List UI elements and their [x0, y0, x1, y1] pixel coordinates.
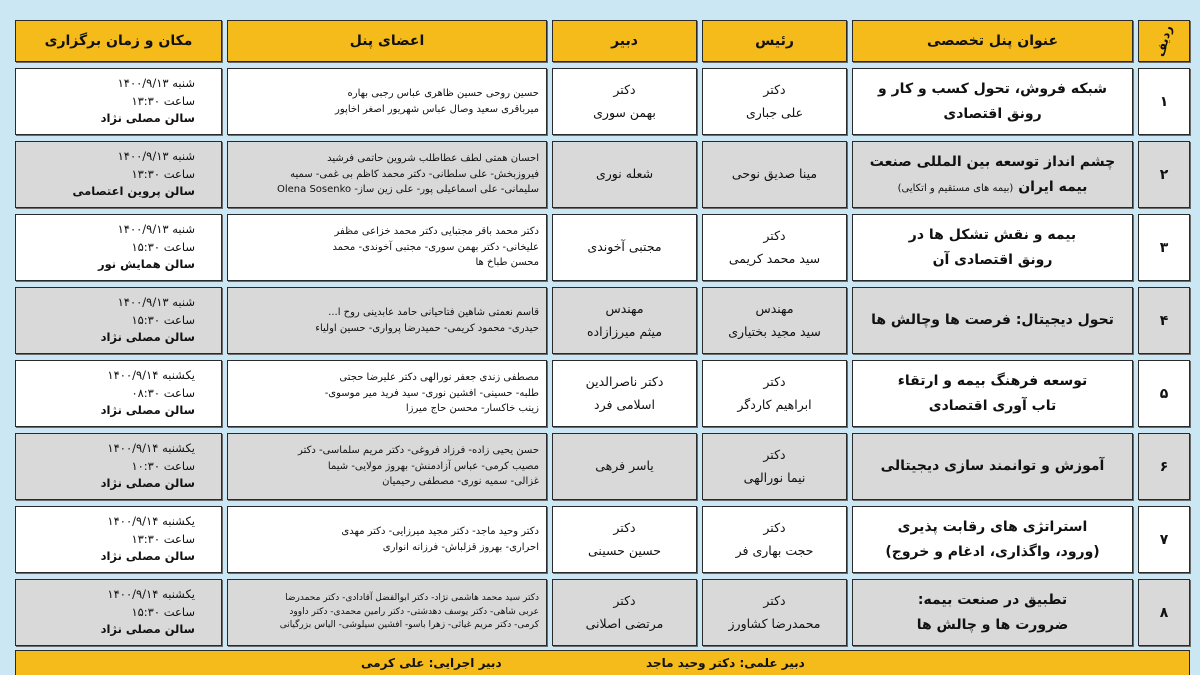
- panel-title-cell: [852, 433, 1133, 500]
- panel-place-time-line: [24, 148, 195, 166]
- header-place-time: [15, 20, 222, 62]
- panel-chair-line: [732, 163, 817, 186]
- panel-title-line: [918, 588, 1067, 613]
- panel-members-line: [235, 321, 539, 337]
- panel-title-text: رونق اقتصادی آن: [932, 251, 1053, 268]
- row-number-cell: [1138, 287, 1190, 354]
- panel-secretary-line: [596, 163, 653, 186]
- panel-chair-line: [763, 371, 785, 394]
- panel-place-time-cell: [15, 287, 222, 354]
- panel-place-time-cell: [15, 214, 222, 281]
- panel-place-time-text: شنبه ۱۴۰۰/۹/۱۳: [117, 221, 195, 236]
- panel-title-line: [870, 150, 1115, 175]
- header-secretary-text: دبیر: [611, 33, 638, 49]
- panel-place-time-line: [24, 402, 195, 420]
- row-number: ۱: [1159, 93, 1169, 110]
- header-secretary: [552, 20, 697, 62]
- panel-place-time-text: ساعت ۱۵:۳۰: [131, 312, 195, 327]
- panel-secretary-text: بهمن سوری: [593, 104, 656, 120]
- panel-chair-cell: [702, 579, 847, 646]
- panel-chair-text: محمدرضا کشاورز: [728, 615, 821, 631]
- panel-secretary-text: دکتر: [613, 82, 636, 97]
- panel-members-text: قاسم نعمتی شاهین فتاحیانی حامد عابدینی روح ا...: [328, 307, 539, 318]
- panel-chair-text: دکتر: [763, 374, 786, 389]
- header-chair: [702, 20, 847, 62]
- header-place-time-text: مکان و زمان برگزاری: [44, 33, 193, 49]
- panel-members-cell: [227, 214, 547, 281]
- panel-place-time-cell: [15, 141, 222, 208]
- panel-secretary-line: [587, 236, 661, 259]
- panel-secretary-cell: [552, 68, 697, 135]
- panel-secretary-text: دکتر: [613, 593, 636, 608]
- panel-chair-line: [744, 467, 806, 490]
- header-title: [852, 20, 1133, 62]
- footer-bar: [15, 650, 1190, 675]
- panel-chair-cell: [702, 214, 847, 281]
- panel-title-text: (ورود، واگذاری، ادغام و خروج): [885, 543, 1100, 560]
- row-number-cell: [1138, 68, 1190, 135]
- panel-members-cell: [227, 360, 547, 427]
- panel-secretary-line: [595, 455, 654, 478]
- panel-members-line: [235, 86, 539, 102]
- panel-chair-cell: [702, 287, 847, 354]
- panel-members-text: فیروزبخش- علی سلطانی- دکتر محمد کاظم بی غمی- سمیه: [290, 168, 539, 180]
- header-members: [227, 20, 547, 62]
- panel-members-line: [235, 474, 539, 490]
- row-number-cell: [1138, 579, 1190, 646]
- executive-secretary: دبیر اجرایی: علی کرمی: [361, 656, 502, 670]
- panel-members-text: دکتر وحید ماجد- دکتر مجید میرزایی- دکتر مهدی: [341, 526, 539, 537]
- panel-chair-cell: [702, 433, 847, 500]
- panel-title-text: ضرورت ها و چالش ها: [916, 616, 1069, 633]
- panel-chair-text: سید مجید بختیاری: [728, 323, 821, 339]
- panel-place-time-text: سالن مصلی نژاد: [100, 476, 195, 491]
- panel-secretary-line: [587, 321, 662, 344]
- panel-place-time-cell: [15, 579, 222, 646]
- panel-place-time-cell: [15, 433, 222, 500]
- panel-chair-text: دکتر: [763, 520, 786, 535]
- row-number: ۵: [1159, 385, 1169, 402]
- panel-members-text: میرباقری سعید وصال عباس شهریور اصغر اخاپور: [335, 103, 539, 115]
- header-chair-text: رئیس: [755, 33, 794, 49]
- row-number-cell: [1138, 506, 1190, 573]
- panel-place-time-line: [24, 475, 195, 493]
- panel-secretary-text: مجتبی آخوندی: [587, 239, 662, 255]
- panel-title-text: شبکه فروش، تحول کسب و کار و: [878, 81, 1107, 97]
- panel-chair-text: مهندس: [755, 301, 794, 316]
- panel-title-cell: [852, 141, 1133, 208]
- panel-title-text: چشم انداز توسعه بین المللی صنعت: [869, 154, 1116, 170]
- panel-title-line: [917, 613, 1069, 638]
- panel-members-text: کرمی- دکتر مریم غیاثی- زهرا باسو- افشین سیلوشی- الیاس بزرگیانی: [279, 620, 539, 631]
- panel-place-time-text: سالن مصلی نژاد: [100, 111, 195, 126]
- panel-chair-line: [746, 102, 803, 125]
- panel-chair-text: علی جباری: [745, 104, 804, 120]
- panel-secretary-cell: [552, 433, 697, 500]
- panel-title-line: [933, 248, 1053, 273]
- panel-place-time-line: [24, 548, 195, 566]
- panel-members-cell: [227, 287, 547, 354]
- panel-members-cell: [227, 579, 547, 646]
- panel-secretary-text: اسلامی فرد: [594, 396, 655, 412]
- panel-place-time-text: سالن مصلی نژاد: [100, 622, 195, 637]
- panel-chair-line: [736, 540, 814, 563]
- panel-place-time-line: [24, 183, 195, 201]
- panel-members-line: [235, 255, 539, 271]
- panel-members-line: [235, 240, 539, 256]
- panel-members-line: [235, 524, 539, 540]
- row-number-cell: [1138, 360, 1190, 427]
- row-number-cell: [1138, 141, 1190, 208]
- panel-chair-text: حجت بهاری فر: [735, 542, 814, 558]
- panel-chair-cell: [702, 360, 847, 427]
- panel-members-text: عربی شاهی- دکتر یوسف دهدشتی- دکتر رامین محمدی- دکتر داوود: [289, 606, 539, 617]
- panel-members-cell: [227, 141, 547, 208]
- panel-title-text: استراتژی های رقابت پذیری: [897, 519, 1088, 535]
- panel-place-time-line: [24, 312, 195, 330]
- panel-members-line: [235, 151, 539, 167]
- panel-members-line: [235, 459, 539, 475]
- panel-title-line: [898, 515, 1088, 540]
- panel-members-line: [235, 606, 539, 620]
- panel-title-cell: [852, 287, 1133, 354]
- panel-members-cell: [227, 506, 547, 573]
- panel-members-text: دکتر محمد باقر مجتبایی دکتر محمد خزاعی مظفر: [334, 226, 539, 238]
- panel-members-line: [235, 401, 539, 417]
- panel-members-text: دکتر سید محمد هاشمی نژاد- دکتر ابوالفضل آقادادی- دکتر محمدرضا: [285, 592, 539, 603]
- panel-secretary-cell: [552, 506, 697, 573]
- panel-members-line: [235, 167, 539, 183]
- panel-members-text: حسین روحی حسین ظاهری عباس رجبی بهاره: [347, 88, 539, 99]
- panel-chair-text: دکتر: [763, 82, 786, 97]
- panel-place-time-line: [24, 531, 195, 549]
- panel-secretary-line: [605, 298, 643, 321]
- panel-chair-text: دکتر: [763, 228, 786, 243]
- panel-title-line: [871, 308, 1114, 333]
- panel-title-text: آموزش و توانمند سازی دیجیتالی: [880, 458, 1105, 475]
- row-number: ۴: [1159, 312, 1169, 329]
- panel-place-time-text: یکشنبه ۱۴۰۰/۹/۱۴: [107, 440, 195, 455]
- panel-chair-cell: [702, 506, 847, 573]
- panel-place-time-line: [24, 221, 195, 239]
- panel-place-time-cell: [15, 360, 222, 427]
- panel-members-line: [235, 540, 539, 556]
- row-number: ۷: [1159, 531, 1169, 548]
- panel-place-time-line: [24, 458, 195, 476]
- panel-secretary-cell: [552, 287, 697, 354]
- panel-place-time-line: [24, 513, 195, 531]
- panel-secretary-text: دکتر: [613, 520, 636, 535]
- panel-title-note: (بیمه های مستقیم و اتکایی): [897, 182, 1014, 194]
- panel-secretary-line: [594, 394, 655, 417]
- row-number-cell: [1138, 214, 1190, 281]
- panel-members-text: غزالی- سمیه نوری- مصطفی رحیمیان: [382, 476, 539, 488]
- panel-place-time-text: سالن همایش نور: [97, 257, 195, 272]
- panel-members-cell: [227, 433, 547, 500]
- panel-title-line: [881, 454, 1105, 479]
- panel-secretary-text: حسین حسینی: [588, 542, 661, 558]
- panel-chair-cell: [702, 141, 847, 208]
- panel-place-time-line: [24, 586, 195, 604]
- panel-place-time-text: ساعت ۱۰:۳۰: [131, 458, 195, 473]
- header-members-text: اعضای پنل: [349, 33, 425, 49]
- panel-chair-line: [737, 394, 811, 417]
- panel-chair-line: [729, 248, 820, 271]
- panel-title-text: تاب آوری اقتصادی: [928, 397, 1057, 414]
- panel-place-time-text: ساعت ۱۳:۳۰: [131, 531, 195, 546]
- panel-members-text: سلیمانی- علی اسماعیلی پور- علی زین ساز- Olena Sosenko: [277, 184, 539, 196]
- panel-members-text: حیدری- محمود کریمی- حمیدرضا پرواری- حسین اولیاء: [315, 322, 539, 334]
- panel-chair-text: مینا صدیق نوحی: [731, 166, 818, 182]
- panel-place-time-line: [24, 385, 195, 403]
- panel-place-time-line: [24, 110, 195, 128]
- panel-chair-text: نیما نورالهی: [743, 469, 806, 485]
- header-row-number-text: ردیف: [1153, 23, 1175, 59]
- panel-members-text: مصیب کرمی- عباس آزادمنش- بهروز مولایی- شیما: [327, 460, 539, 472]
- panel-place-time-line: [24, 329, 195, 347]
- panel-secretary-text: یاسر فرهی: [595, 458, 654, 474]
- panel-secretary-cell: [552, 214, 697, 281]
- row-number: ۳: [1159, 239, 1169, 256]
- panel-secretary-cell: [552, 141, 697, 208]
- panel-members-text: مصطفی زندی جعفر نورالهی دکتر علیرضا حجتی: [339, 372, 539, 384]
- panel-place-time-line: [24, 166, 195, 184]
- panel-members-line: [235, 182, 539, 198]
- panel-place-time-text: سالن پروین اعتصامی: [72, 184, 195, 199]
- panel-chair-text: دکتر: [763, 447, 786, 462]
- panel-place-time-text: یکشنبه ۱۴۰۰/۹/۱۴: [107, 586, 195, 601]
- panels-table: [15, 20, 1190, 646]
- panel-title-text: بیمه و نقش تشکل ها در: [908, 227, 1077, 243]
- panel-chair-line: [728, 321, 821, 344]
- panel-place-time-line: [24, 621, 195, 639]
- panel-secretary-cell: [552, 579, 697, 646]
- panel-secretary-line: [613, 590, 635, 613]
- panel-title-cell: [852, 579, 1133, 646]
- panel-place-time-text: ساعت ۱۳:۳۰: [131, 166, 195, 181]
- panel-secretary-text: مرتضی اصلانی: [585, 615, 664, 631]
- panel-members-text: حسن یحیی زاده- فرزاد فروغی- دکتر مریم سلماسی- دکتر: [298, 445, 539, 457]
- panel-place-time-line: [24, 256, 195, 274]
- panel-place-time-text: شنبه ۱۴۰۰/۹/۱۳: [117, 294, 195, 309]
- panel-title-line: [898, 175, 1088, 200]
- panel-members-text: احراری- بهروز قزلباش- فرزانه انواری: [382, 541, 539, 553]
- panel-title-line: [929, 394, 1056, 419]
- header-title-text: عنوان پنل تخصصی: [926, 33, 1059, 49]
- panel-secretary-cell: [552, 360, 697, 427]
- panel-title-cell: [852, 214, 1133, 281]
- panel-place-time-line: [24, 75, 195, 93]
- row-number-cell: [1138, 433, 1190, 500]
- panel-place-time-text: سالن مصلی نژاد: [100, 330, 195, 345]
- panel-place-time-line: [24, 367, 195, 385]
- panel-title-line: [943, 102, 1041, 127]
- panel-members-line: [235, 592, 539, 606]
- header-row-number: [1138, 20, 1190, 62]
- panel-place-time-cell: [15, 68, 222, 135]
- panel-chair-line: [763, 444, 785, 467]
- panel-chair-line: [763, 225, 785, 248]
- panel-place-time-line: [24, 604, 195, 622]
- panel-members-line: [235, 224, 539, 240]
- panel-members-text: محسن طباخ ها: [475, 257, 539, 269]
- panel-place-time-text: ساعت ۱۵:۳۰: [131, 604, 195, 619]
- panel-place-time-cell: [15, 506, 222, 573]
- panel-place-time-line: [24, 294, 195, 312]
- panel-secretary-line: [593, 102, 656, 125]
- panel-chair-line: [763, 590, 785, 613]
- panel-members-text: زینب خاکسار- محسن حاج میرزا: [405, 403, 539, 415]
- panel-members-line: [235, 370, 539, 386]
- panel-secretary-line: [588, 540, 661, 563]
- panel-place-time-text: سالن مصلی نژاد: [100, 549, 195, 564]
- panel-place-time-text: یکشنبه ۱۴۰۰/۹/۱۴: [107, 513, 195, 528]
- panel-title-line: [898, 369, 1087, 394]
- panel-title-text: تطبیق در صنعت بیمه:: [917, 592, 1068, 608]
- panel-place-time-text: شنبه ۱۴۰۰/۹/۱۳: [117, 75, 195, 90]
- panel-secretary-text: میثم میرزازاده: [586, 323, 663, 339]
- panel-members-line: [235, 619, 539, 633]
- panel-title-line: [878, 77, 1107, 102]
- panel-members-text: علیخانی- دکتر بهمن سوری- مجتبی آخوندی- محمد: [332, 241, 539, 253]
- panel-place-time-text: ساعت ۱۳:۳۰: [131, 93, 195, 108]
- panel-title-text: تحول دیجیتال: فرصت ها وچالش ها: [871, 312, 1114, 329]
- panel-chair-text: دکتر: [763, 593, 786, 608]
- panel-place-time-text: ساعت ۱۵:۳۰: [131, 239, 195, 254]
- panel-secretary-line: [613, 79, 635, 102]
- panel-place-time-text: شنبه ۱۴۰۰/۹/۱۳: [117, 148, 195, 163]
- panel-title-cell: [852, 360, 1133, 427]
- panel-members-line: [235, 102, 539, 118]
- panel-secretary-line: [613, 517, 635, 540]
- panel-members-text: طلبه- حسینی- افشین نوری- سید فرید میر موسوی-: [324, 387, 539, 399]
- panel-chair-cell: [702, 68, 847, 135]
- panel-place-time-line: [24, 440, 195, 458]
- panel-place-time-line: [24, 239, 195, 257]
- panel-title-text: رونق اقتصادی: [943, 105, 1042, 122]
- panel-chair-text: سید محمد کریمی: [728, 250, 821, 266]
- panel-chair-line: [763, 79, 785, 102]
- panel-chair-line: [755, 298, 793, 321]
- row-number: ۲: [1159, 166, 1169, 183]
- panel-title-text: بیمه ایران: [1018, 178, 1088, 195]
- panel-place-time-text: سالن مصلی نژاد: [100, 403, 195, 418]
- scientific-secretary: دبیر علمی: دکتر وحید ماجد: [646, 656, 805, 670]
- panel-secretary-line: [586, 371, 664, 394]
- panel-secretary-text: دکتر ناصرالدین: [585, 374, 664, 389]
- panel-place-time-text: یکشنبه ۱۴۰۰/۹/۱۴: [107, 367, 195, 382]
- panel-members-line: [235, 386, 539, 402]
- panel-place-time-line: [24, 93, 195, 111]
- panel-title-cell: [852, 68, 1133, 135]
- panel-secretary-text: شعله نوری: [595, 166, 654, 182]
- panel-members-line: [235, 305, 539, 321]
- row-number: ۸: [1159, 604, 1169, 621]
- row-number: ۶: [1159, 458, 1169, 475]
- panel-members-cell: [227, 68, 547, 135]
- panel-secretary-text: مهندس: [605, 301, 644, 316]
- panel-chair-line: [729, 613, 821, 636]
- panel-members-line: [235, 443, 539, 459]
- panel-secretary-line: [586, 613, 664, 636]
- panel-title-text: توسعه فرهنگ بیمه و ارتقاء: [897, 373, 1088, 389]
- panel-chair-text: ابراهیم کاردگر: [737, 396, 812, 412]
- panel-place-time-text: ساعت ۰۸:۳۰: [131, 385, 195, 400]
- panel-title-line: [885, 540, 1099, 565]
- panel-title-cell: [852, 506, 1133, 573]
- panel-members-text: احسان همتی لطف عطاطلب شروین حاتمی فرشید: [327, 153, 539, 165]
- panel-chair-line: [763, 517, 785, 540]
- panel-title-line: [909, 223, 1076, 248]
